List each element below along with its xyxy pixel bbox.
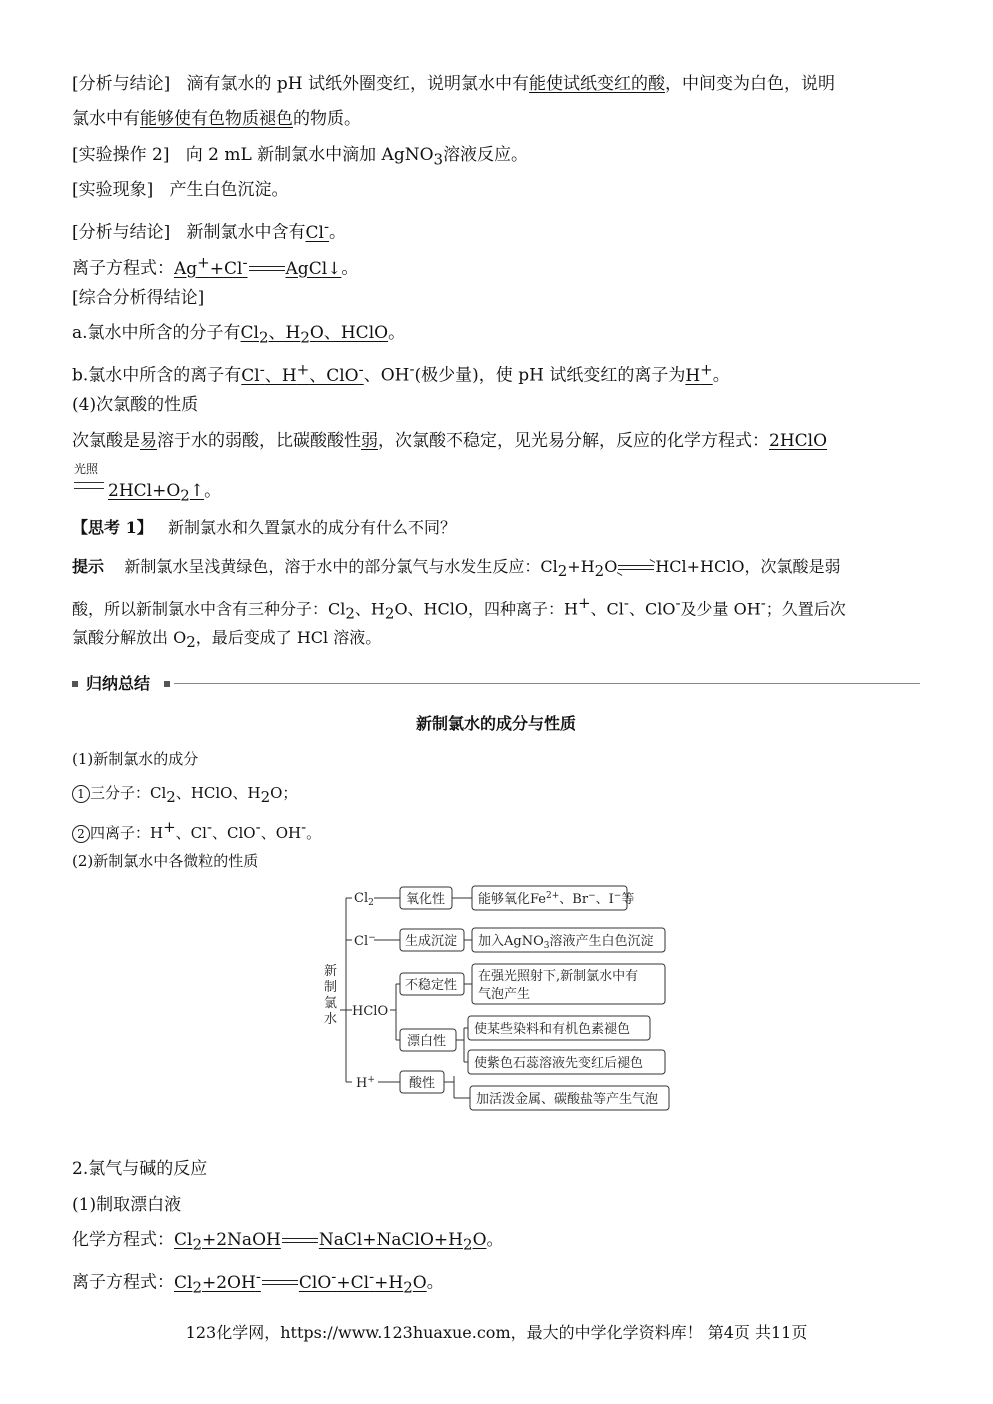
- text: 化学方程式：: [72, 1230, 174, 1250]
- subscript: 2: [384, 604, 395, 623]
- text: 。: [712, 365, 730, 386]
- subscript: 2: [300, 328, 310, 347]
- experiment-2-line: [72, 143, 528, 171]
- text: ↑: [189, 481, 205, 501]
- answer-underline: 弱: [361, 431, 378, 451]
- subscript: 2: [192, 1235, 202, 1254]
- section-divider: [72, 674, 920, 694]
- ionic-equation-line-2: [72, 1264, 444, 1299]
- node-h-plus: [356, 1075, 375, 1091]
- analysis-line-1: [72, 72, 835, 96]
- superscript: -: [301, 818, 307, 836]
- text: +2OH: [202, 1272, 256, 1293]
- superscript: -: [255, 818, 261, 836]
- equals-sign-icon: [249, 264, 285, 274]
- text: 加入AgNO: [478, 934, 544, 949]
- text: +Cl: [336, 1272, 370, 1293]
- text: 酸，所以新制氯水中含有三种分子：Cl: [72, 599, 346, 619]
- analysis-line-3: [72, 214, 346, 245]
- condition-light: 光照: [74, 462, 99, 476]
- superscript: +: [577, 594, 591, 612]
- text: Cl: [174, 1272, 193, 1293]
- text: O、HClO，四种离子：H: [394, 599, 578, 619]
- superscript: −: [588, 891, 596, 901]
- text: 溶液产生白色沉淀: [549, 934, 654, 949]
- text: 产生白色沉淀。: [169, 180, 289, 200]
- desc-acid: 加活泼金属、碳酸盐等产生气泡: [476, 1092, 659, 1107]
- text: 2HCl+O: [108, 481, 181, 501]
- superscript: -: [760, 594, 766, 612]
- text: 、OH: [363, 365, 410, 386]
- text: 、ClO: [212, 824, 256, 842]
- equals-sign-icon: [262, 1278, 298, 1288]
- superscript: +: [700, 360, 713, 378]
- square-bullet-icon: [72, 681, 78, 687]
- summary-item-4: (2)新制氯水中各微粒的性质: [72, 852, 259, 870]
- superscript: -: [623, 594, 629, 612]
- text: ；久置后次: [765, 599, 846, 619]
- superscript: -: [242, 253, 248, 271]
- text: H: [356, 1076, 368, 1091]
- hint-line-1: [72, 555, 840, 583]
- superscript: -: [331, 1267, 337, 1285]
- text: Cl: [354, 891, 369, 906]
- superscript: −: [613, 891, 622, 901]
- subscript: 2: [403, 1278, 413, 1297]
- text: 新制氯水中含有: [186, 222, 306, 243]
- text: 。: [306, 824, 322, 842]
- text: 三分子：Cl: [90, 784, 167, 802]
- text: 新制氯水呈浅黄绿色，溶于水中的部分氯气与水发生反应：Cl: [124, 557, 558, 576]
- desc-bleach-2: 使紫色石蕊溶液先变红后褪色: [474, 1056, 644, 1071]
- superscript: +: [197, 253, 210, 271]
- text: O: [472, 1230, 487, 1250]
- square-bullet-icon: [164, 681, 170, 687]
- superscript: -: [369, 1267, 375, 1285]
- subscript: 2: [186, 633, 196, 652]
- answer-underline: [240, 323, 389, 347]
- text: +H: [374, 1272, 404, 1293]
- superscript: -: [323, 217, 330, 235]
- subscript: 2: [166, 788, 176, 806]
- root-char: 新: [324, 964, 338, 979]
- text: ，中间变为白色，说明: [665, 74, 835, 94]
- text: +Cl: [209, 258, 243, 279]
- answer-underline: [241, 360, 364, 386]
- subscript: 2: [345, 604, 355, 623]
- hint-label: 提示: [72, 557, 105, 576]
- superscript: -: [409, 360, 415, 378]
- page-footer: 123化学网，https://www.123huaxue.com，最大的中学化学资料库！ 第4页 共11页: [185, 1323, 808, 1342]
- subscript: 2: [594, 562, 605, 581]
- desc-oxidation: [478, 891, 634, 907]
- text: O；: [270, 784, 298, 802]
- text: 离子方程式：: [72, 1272, 174, 1293]
- superscript: +: [296, 360, 310, 378]
- text: 。: [341, 258, 359, 279]
- circle-number-icon: 2: [72, 825, 90, 843]
- root-char: 制: [324, 980, 338, 995]
- text: 、H: [354, 599, 385, 619]
- text: Ag: [174, 258, 198, 279]
- reversible-arrow-icon: [618, 563, 654, 573]
- summary-item-1: (1)新制氯水的成分: [72, 750, 199, 768]
- text: O、HClO: [309, 323, 389, 343]
- answer-underline: 能够使有色物质褪色: [140, 109, 293, 129]
- label-analysis: [分析与结论]: [72, 74, 171, 94]
- circle-number-icon: 1: [72, 785, 90, 803]
- text: 、Cl: [590, 599, 624, 619]
- text: a.氯水中所含的分子有: [72, 323, 241, 343]
- text: H: [685, 365, 701, 386]
- text: 向 2 mL 新制氯水中滴加 AgNO: [185, 145, 434, 165]
- prop-precipitate: 生成沉淀: [405, 934, 458, 949]
- superscript: -: [206, 818, 213, 836]
- superscript: -: [358, 360, 364, 378]
- subscript: 2: [260, 788, 271, 806]
- text: +2NaOH: [202, 1230, 281, 1250]
- text: 离子方程式：: [72, 258, 174, 279]
- text: HCl+HClO，次氯酸是弱: [655, 557, 841, 576]
- text: Cl: [354, 934, 369, 949]
- answer-underline: [174, 253, 342, 279]
- desc-unstable-line-1: 在强光照射下,新制氯水中有: [478, 969, 639, 984]
- text: 。: [329, 222, 347, 243]
- subscript: 2: [557, 562, 568, 581]
- text: +H: [567, 557, 595, 576]
- text: Cl: [305, 222, 324, 243]
- desc-precipitate: [478, 933, 654, 951]
- answer-underline: [108, 481, 205, 505]
- desc-bleach-1: 使某些染料和有机色素褪色: [474, 1022, 631, 1037]
- text: 、I: [595, 892, 614, 907]
- think-question: [72, 516, 456, 540]
- answer-underline: 易: [140, 431, 157, 451]
- node-cl-minus: [354, 933, 376, 949]
- superscript: -: [255, 1267, 261, 1285]
- summary-item-2: [72, 781, 297, 809]
- text: (极少量)，使 pH 试纸变红的离子为: [414, 365, 686, 386]
- equals-sign-icon: [282, 1236, 318, 1246]
- ionic-equation-line: [72, 250, 358, 281]
- prop-oxidation: 氧化性: [406, 892, 446, 907]
- text: 、Br: [559, 892, 589, 907]
- label-phenomenon: [实验现象]: [72, 180, 154, 200]
- text: 氯酸分解放出 O: [72, 628, 187, 647]
- text: 溶于水的弱酸，比碳酸酸性: [157, 431, 361, 451]
- summary-title: 新制氯水的成分与性质: [415, 714, 576, 733]
- text: 、Cl: [175, 824, 207, 842]
- text: 等: [621, 892, 635, 907]
- text: Cl: [174, 1230, 193, 1250]
- superscript: −: [368, 933, 376, 943]
- answer-underline: 能使试纸变红的酸: [529, 74, 665, 94]
- conclusion-heading: [综合分析得结论]: [72, 288, 205, 308]
- text: 次氯酸是: [72, 431, 140, 451]
- chemical-equation-line: [72, 1228, 504, 1256]
- text: AgCl↓: [285, 258, 342, 279]
- hclo-line-2: [108, 479, 221, 507]
- text: 、ClO: [309, 365, 359, 386]
- text: Cl: [240, 323, 259, 343]
- answer-underline: [305, 217, 330, 243]
- superscript: +: [163, 818, 176, 836]
- text: 及少量 OH: [680, 599, 761, 619]
- text: ，最后变成了 HCl 溶液。: [195, 628, 382, 647]
- prop-unstable: 不稳定性: [405, 978, 458, 993]
- answer-underline: [174, 1267, 427, 1297]
- divider-line: [174, 683, 920, 684]
- prop-acid: 酸性: [409, 1076, 436, 1091]
- prop-bleach: 漂白性: [407, 1034, 447, 1049]
- text: ClO: [298, 1272, 332, 1293]
- answer-underline: [174, 1230, 487, 1254]
- answer-underline: 2HClO: [769, 431, 828, 451]
- text: 氯水中有: [72, 109, 140, 129]
- text: 、OH: [260, 824, 302, 842]
- desc-unstable-line-2: 气泡产生: [478, 987, 531, 1002]
- think-label: 【思考 1】: [72, 518, 153, 537]
- subscript: 3: [433, 150, 444, 169]
- molecules-line: [72, 321, 405, 349]
- text: ，次氯酸不稳定，见光易分解，反应的化学方程式：: [378, 431, 769, 451]
- text: O: [412, 1272, 427, 1293]
- text: 。: [426, 1272, 444, 1293]
- superscript: -: [675, 594, 681, 612]
- label-experiment: [实验操作 2]: [72, 145, 170, 165]
- label-analysis: [分析与结论]: [72, 222, 171, 243]
- root-char: 氯: [324, 996, 338, 1011]
- text: 四离子：H: [90, 824, 164, 842]
- section-title: 归纳总结: [86, 674, 151, 693]
- text: 溶液反应。: [443, 145, 529, 165]
- analysis-line-2: [72, 107, 361, 131]
- node-hclo: HClO: [352, 1004, 389, 1019]
- subscript: 2: [259, 328, 269, 347]
- text: 、ClO: [628, 599, 676, 619]
- text: Cl: [241, 365, 260, 386]
- text: 新制氯水和久置氯水的成分有什么不同？: [167, 518, 456, 537]
- text: 、H: [268, 323, 301, 343]
- hint-line-2: [72, 591, 846, 626]
- ions-line: [72, 357, 730, 388]
- chlorine-water-diagram: [318, 880, 678, 1116]
- subscript: 2: [368, 898, 374, 908]
- node-cl2: [354, 891, 374, 908]
- text: 。: [486, 1230, 504, 1250]
- subscript: 2: [180, 486, 190, 505]
- text: NaCl+NaClO+H: [318, 1230, 464, 1250]
- text: b.氯水中所含的离子有: [72, 365, 242, 386]
- hclo-line-1: [72, 429, 827, 453]
- text: 、H: [264, 365, 297, 386]
- phenomenon-line: [72, 178, 288, 202]
- subscript: 2: [463, 1235, 473, 1254]
- part2-subtitle: (1)制取漂白液: [72, 1195, 182, 1215]
- subscript: 2: [192, 1278, 202, 1297]
- hint-line-3: [72, 626, 381, 654]
- text: 滴有氯水的 pH 试纸外圈变红，说明氯水中有: [186, 74, 529, 94]
- text: 、HClO、H: [175, 784, 261, 802]
- answer-underline: [685, 360, 713, 386]
- equals-sign-icon: [74, 482, 104, 489]
- root-char: 水: [324, 1012, 338, 1027]
- text: 能够氧化Fe: [478, 892, 547, 907]
- text: 的物质。: [293, 109, 361, 129]
- text: 。: [388, 323, 406, 343]
- superscript: -: [259, 360, 265, 378]
- hclo-heading: (4)次氯酸的性质: [72, 395, 199, 415]
- text: O: [604, 557, 618, 576]
- superscript: 2+: [546, 891, 560, 901]
- text: 。: [204, 481, 222, 501]
- part2-title: 2.氯气与碱的反应: [72, 1159, 208, 1179]
- summary-item-3: [72, 815, 321, 845]
- superscript: +: [367, 1075, 375, 1085]
- subscript: 3: [543, 941, 550, 951]
